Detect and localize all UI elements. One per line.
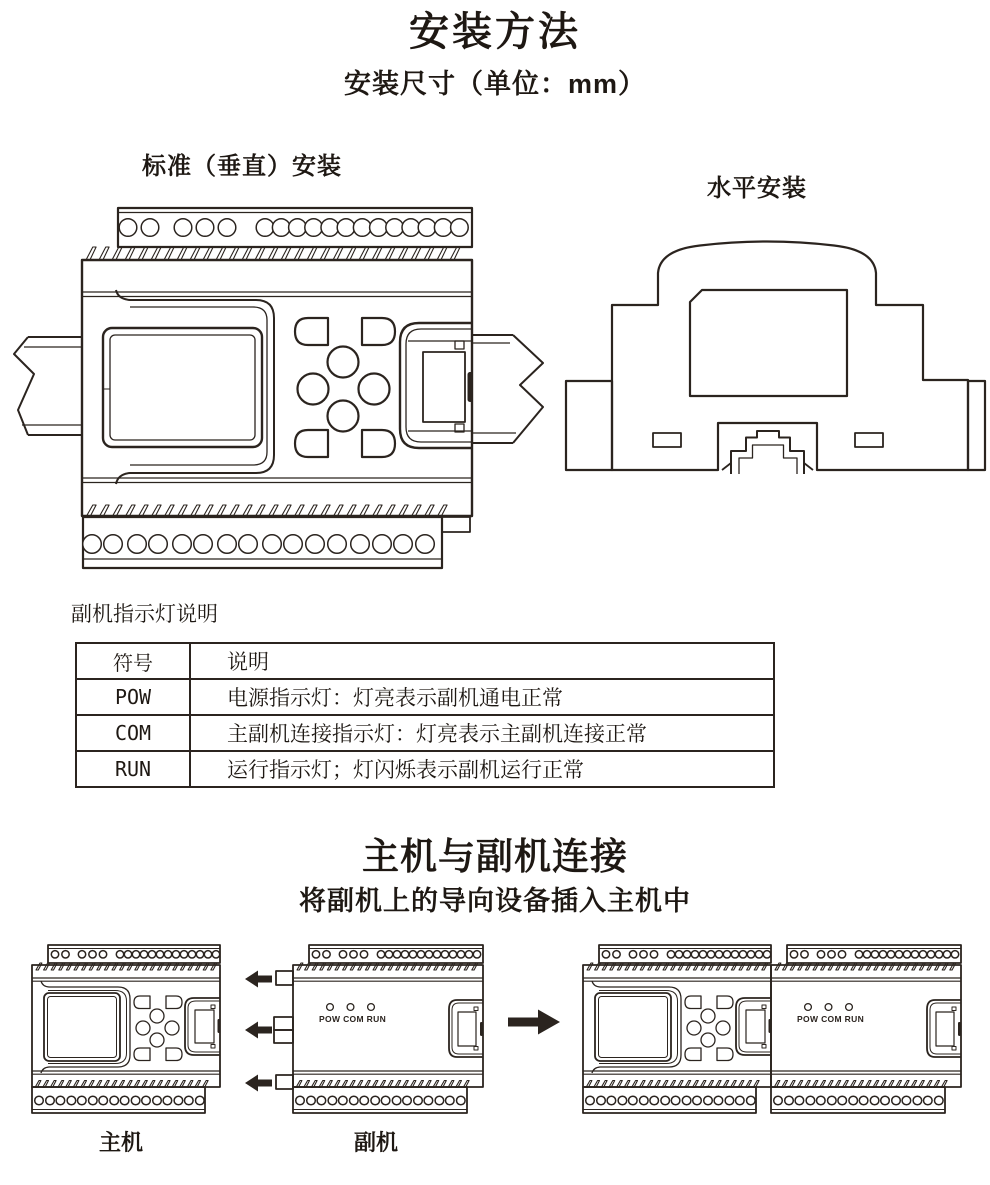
table-row xyxy=(76,715,774,751)
connection-subtitle: 将副机上的导向设备插入主机中 xyxy=(299,886,691,916)
rail-end-right xyxy=(968,381,985,470)
screen xyxy=(690,290,847,396)
vertical-install-diagram xyxy=(14,208,543,568)
din-rail-left xyxy=(14,337,82,435)
table-row xyxy=(76,751,774,787)
guide-pins xyxy=(274,971,293,1089)
connection-title: 主机与副机连接 xyxy=(362,836,628,877)
screen xyxy=(103,328,262,447)
description-cell: 运行指示灯；灯闪烁表示副机运行正常 xyxy=(190,751,774,787)
din-clip xyxy=(722,431,813,474)
table-row xyxy=(76,679,774,715)
diagram-canvas: POW COM RUN xyxy=(0,0,990,1185)
din-rail-right xyxy=(472,335,543,443)
secondary-unit-label: 副机 xyxy=(354,1130,399,1155)
device-profile xyxy=(612,242,968,471)
vertical-install-label: 标准（垂直）安装 xyxy=(142,153,342,180)
main-unit-label: 主机 xyxy=(99,1130,144,1155)
table-header-row xyxy=(76,643,774,679)
description-header: 说明 xyxy=(190,643,774,679)
symbol-header: 符号 xyxy=(76,643,190,679)
symbol-cell: RUN xyxy=(76,751,190,787)
keypad xyxy=(295,318,395,457)
terminal-block-top xyxy=(118,208,472,247)
insert-arrow-icons xyxy=(245,971,272,1092)
combined-units-drawing xyxy=(583,945,961,1113)
horizontal-install-diagram xyxy=(566,242,985,475)
page-subtitle: 安装尺寸（单位：mm） xyxy=(343,69,646,99)
page-title: 安装方法 xyxy=(409,10,581,54)
rail-end-left xyxy=(566,381,612,470)
connection-diagram xyxy=(32,945,961,1113)
description-cell: 电源指示灯：灯亮表示副机通电正常 xyxy=(190,679,774,715)
horizontal-install-label: 水平安装 xyxy=(707,175,807,202)
description-cell: 主副机连接指示灯：灯亮表示主副机连接正常 xyxy=(190,715,774,751)
merge-arrow-icon xyxy=(508,1010,560,1035)
side-connector xyxy=(400,323,473,448)
indicator-section-heading: 副机指示灯说明 xyxy=(71,603,218,626)
symbol-cell: COM xyxy=(76,715,190,751)
indicator-table xyxy=(75,642,775,788)
terminal-block-bottom xyxy=(83,517,470,568)
symbol-cell: POW xyxy=(76,679,190,715)
